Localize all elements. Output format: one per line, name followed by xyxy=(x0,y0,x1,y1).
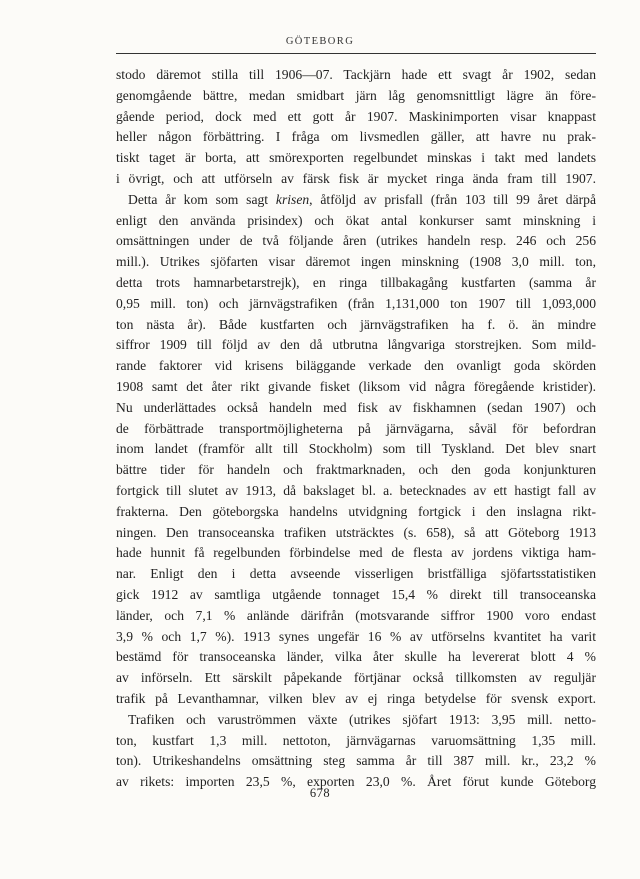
paragraph-1 xyxy=(116,65,596,190)
text-line: tiskt taget är borta, att smörexporten regelbundet minskas i takt med landets xyxy=(116,150,596,166)
text-line: omsättningen under de två följande åren (utrikes handeln resp. 246 och 256 xyxy=(116,233,596,249)
text-line: fortgick till slutet av 1913, då bakslaget bl. a. betecknades av ett hastigt fall av xyxy=(116,482,596,498)
text-line: heller någon förbättring. I fråga om livsmedlen gäller, att havre nu prak- xyxy=(116,129,596,145)
text-line: 3,9 % och 1,7 %). 1913 synes ungefär 16 % av utförselns kvantitet ha varit xyxy=(116,628,596,644)
paragraph-3 xyxy=(116,710,596,793)
text-line: ningen. Den transoceanska trafiken utsträcktes (s. 658), så att Göteborg 1913 xyxy=(116,524,596,540)
text-line: genomgående bättre, medan smidbart järn låg genomsnittligt lägre än före- xyxy=(116,87,596,103)
text-line: stodo däremot stilla till 1906—07. Tackjärn hade ett svagt år 1902, sedan xyxy=(116,67,596,82)
text-line: rande faktorer vid krisens biläggande verkade den ovanligt goda skörden xyxy=(116,358,596,374)
text-line: länder, och 7,1 % anlände därifrån (motsvarande siffror 1900 voro endast xyxy=(116,607,596,623)
text-line: detta trots hamnarbetarstrejk), en ringa tillbakagång kustfarten (samma år xyxy=(116,274,596,290)
text-line: i övrigt, och att utförseln av färsk fisk är mycket ringa ända fram till 1907. xyxy=(116,170,596,186)
text-line: Detta år kom som sagt krisen, åtföljd av prisfall (från 103 till 99 året därpå xyxy=(128,191,596,207)
text-line: bestämd för transoceanska länder, vilka åter skulle ha levererat blott 4 % xyxy=(116,649,596,665)
text-line: av rikets: importen 23,5 %, exporten 23,0 %. Året förut kunde Göteborg xyxy=(116,774,596,790)
text-line: enligt den använda prisindex) och ökat antal konkurser samt minskning i xyxy=(116,212,596,228)
text-line: ton, kustfart 1,3 mill. nettoton, järnvägarnas varuomsättning 1,35 mill. xyxy=(116,732,596,748)
text-line: siffror 1909 till följd av den då utbrutna långvariga storstrejken. Som mild- xyxy=(116,337,596,353)
text-line: trafik på Levanthamnar, vilken blev av ej ringa betydelse för svensk export. xyxy=(116,690,596,706)
text-line: Trafiken och varuströmmen växte (utrikes sjöfart 1913: 3,95 mill. netto- xyxy=(128,711,596,727)
text-line: frakterna. Den göteborgska handelns utvidgning fortgick i den inslagna rikt- xyxy=(116,503,596,519)
text-line: mill.). Utrikes sjöfarten visar däremot ingen minskning (1908 3,0 mill. ton, xyxy=(116,254,596,270)
text-line: 1908 samt det åter rikt givande fisket (liksom vid några föregående kristider). xyxy=(116,378,596,394)
text-line: av införseln. Ett särskilt påpekande förtjänar också tillkomsten av reguljär xyxy=(116,670,596,686)
running-head: GÖTEBORG xyxy=(285,36,355,47)
text-line: gående period, dock med ett gott år 1907. Maskinimporten visar knappast xyxy=(116,108,596,124)
text-line: bättre tider för handeln och fraktmarknaden, och den goda konjunkturen xyxy=(116,462,596,478)
text-line: Nu underlättades också handeln med fisk av fiskhamnen (sedan 1907) och xyxy=(116,399,596,415)
text-line: ton). Utrikeshandelns omsättning steg samma år till 387 mill. kr., 23,2 % xyxy=(116,753,596,769)
emphasized-word: krisen xyxy=(275,191,310,207)
text-line: inom landet (framför allt till Stockholm) som till Tyskland. Det blev snart xyxy=(116,441,596,457)
body-text xyxy=(116,65,596,793)
text-line: gick 1912 av samtliga utgående tonnaget 15,4 % direkt till transoceanska xyxy=(116,586,596,602)
paragraph-2 xyxy=(116,190,596,710)
page-number: 678 xyxy=(309,786,331,800)
text-line: hade hunnit få regelbunden förbindelse med de flesta av jordens viktiga ham- xyxy=(116,545,596,561)
text-line: ton nästa år). Både kustfarten och järnvägstrafiken ha f. ö. än mindre xyxy=(116,316,596,332)
text-line: de förbättrade transportmöjligheterna på järnvägarna, såväl för befordran xyxy=(116,420,596,436)
header-rule xyxy=(116,53,596,54)
text-line: 0,95 mill. ton) och järnvägstrafiken (från 1,131,000 ton 1907 till 1,093,000 xyxy=(116,295,596,311)
text-line: nar. Enligt den i detta avseende visserligen bristfälliga sjöfartsstatistiken xyxy=(116,566,596,582)
